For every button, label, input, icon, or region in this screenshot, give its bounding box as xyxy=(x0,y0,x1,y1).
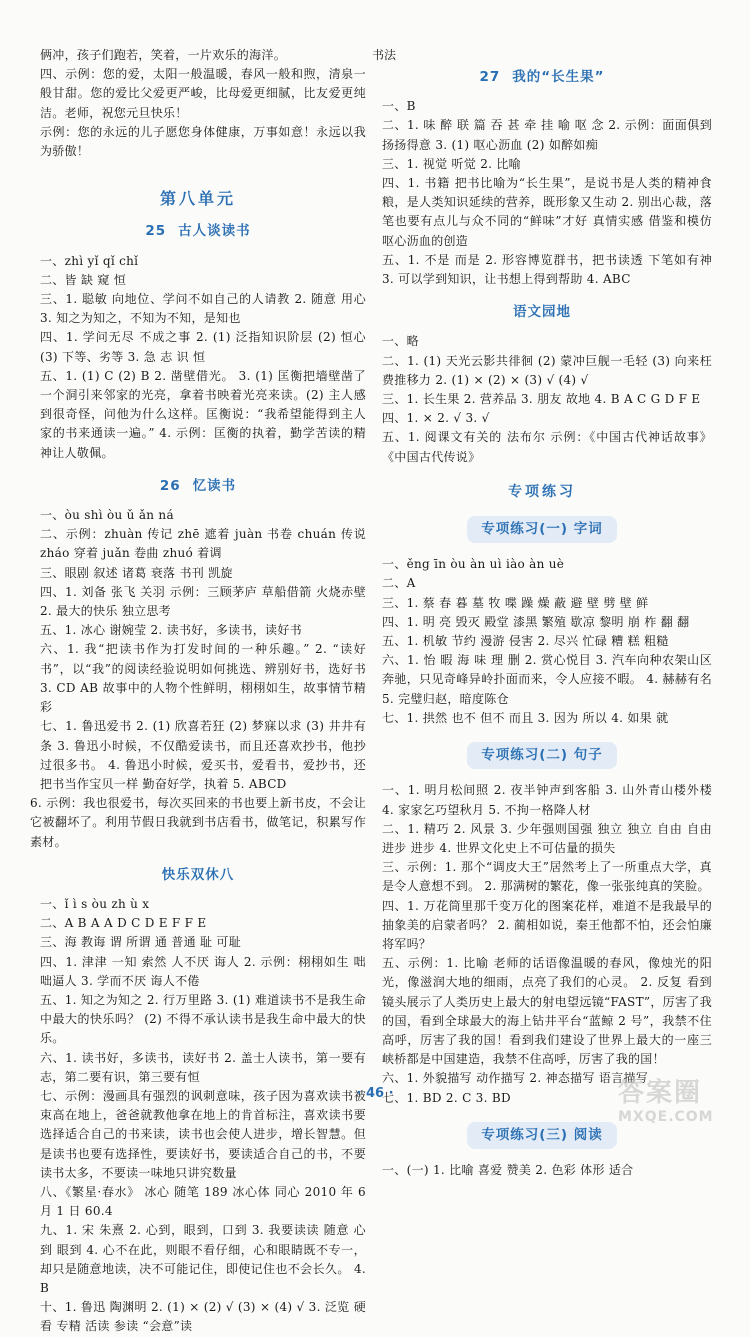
yuwen-line: 五、1. 阅课文有关的 法布尔 示例：《中国古代神话故事》《中国古代传说》 xyxy=(382,430,712,464)
lesson-26-line: 六、1. 我“把读书作为打发时间的一种乐趣。” 2. “读好书”，以“我”的阅读经验说明如何挑选、辨别好书，选好书 3. CD AB 故事中的人物个性鲜明，栩栩如生，故事情节精彩 xyxy=(40,642,366,715)
holiday-line: 七、示例：漫画具有强烈的讽刺意味，孩子因为喜欢读书被束高在地上，爸爸就教他拿在地上的肯首标注，喜欢读书要选择适合自己的书来读，读书也会使人进步，增长智慧。但是读书也要有选择性，要读好书，要读适合自己的书，不要读书太多，不要读一味地只讲究数量 xyxy=(40,1088,366,1180)
unit-title: 第八单元 xyxy=(159,189,236,209)
lesson-27-line: 五、1. 不是 而是 2. 形容博览群书，把书读透 下笔如有神 3. 可以学到知识，让书想上得到帮助 4. ABC xyxy=(382,252,712,287)
sp1-line: 六、1. 怡 暇 海 味 理 删 2. 赏心悦目 3. 汽车向种农架山区奔驰，只见奇峰异岭扑面而来，令人应接不暇。 4. 赫赫有名 5. 完璧归赵，暗度陈仓 xyxy=(382,653,712,706)
lesson-27-line: 四、1. 书籍 把书比喻为“长生果”，是说书是人类的精神食粮，是人类知识延续的营养，既形象又生动 2. 别出心裁，落笔也要有点儿与众不同的“鲜味”才好 真情实感 借鉴和模仿 呕心沥血的创造 xyxy=(382,176,712,248)
holiday-heading xyxy=(30,866,366,885)
lesson-26-line: 七、1. 鲁迅爱书 2. (1) 欣喜若狂 (2) 梦寐以求 (3) 井井有条 3. 鲁迅小时候，不仅酷爱读书，而且还喜欢抄书，他抄过很多书。 4. 鲁迅小时候，爱买书，爱看书，爱抄书，还把书当作宝贝一样 勤奋好学，执着 5. ABCD xyxy=(40,719,366,791)
intro-line-2: 四、示例：您的爱，太阳一般温暖，春风一般和煦，清泉一般甘甜。您的爱比父爱更严峻，比母爱更细腻，比友爱更纯洁。老师，祝您元旦快乐！ xyxy=(40,67,366,120)
holiday-line: 六、1. 读书好，多读书，读好书 2. 盖士人读书，第一要有志，第二要有识，第三要有恒 xyxy=(40,1050,366,1084)
sp1-line: 五、1. 机敏 节约 漫游 侵害 2. 尽兴 忙碌 糟 糕 粗糙 xyxy=(382,634,669,649)
holiday-line: 一、ǐ ì s òu zh ù x xyxy=(40,896,150,911)
lesson-27-line: 二、1. 味 醉 联 篇 吞 甚 牵 挂 喻 呕 念 2. 示例：面面俱到 扬扬得意 3. (1) 呕心沥血 (2) 如醉如痴 xyxy=(382,118,712,152)
lesson-26-title: 忆读书 xyxy=(192,477,237,494)
lesson-26-number: 26 xyxy=(159,477,181,494)
lesson-26-line: 6. 示例：我也很爱书，每次买回来的书也要上新书皮，不会让它被翻坏了。利用节假日我就到书店看书，做笔记，积累写作素材。 xyxy=(30,796,366,849)
left-column xyxy=(30,46,366,1337)
lesson-25-line: 一、zhì yǐ qǐ chǐ xyxy=(40,253,139,268)
lesson-25-title: 古人谈读书 xyxy=(178,223,251,240)
intro-line-1: 俩冲，孩子们跑若，笑着，一片欢乐的海洋。 xyxy=(40,48,287,62)
lesson-26-line: 三、眼剧 叙述 诸葛 衰落 书刊 凯旋 xyxy=(40,565,233,580)
lesson-25-line: 二、皆 缺 窥 恒 xyxy=(40,272,127,287)
page-number: · 46 · xyxy=(356,1086,394,1101)
holiday-line: 十、1. 鲁迅 陶渊明 2. (1) × (2) √ (3) × (4) √ 3. 泛览 硬看 专精 活读 参读 “会意”读 xyxy=(40,1300,366,1334)
lesson-27-line: 一、B xyxy=(382,99,416,114)
sp1-line: 三、1. 蔡 春 暮 墓 牧 喋 躁 燥 蔽 避 壁 劈 壁 鲜 xyxy=(382,595,649,610)
lesson-26-line: 二、示例：zhuàn 传记 zhē 遮着 juàn 书卷 chuán 传说 zháo 穿着 juǎn 卷曲 zhuó 着调 xyxy=(40,527,366,561)
holiday-line: 四、1. 津津 一知 索然 人不厌 诲人 2. 示例：栩栩如生 咄咄逼人 3. 学而不厌 诲人不倦 xyxy=(40,954,366,988)
sp1-line: 四、1. 明 亮 毁灭 殿堂 漆黑 繁殖 歇凉 黎明 崩 柞 翻 翻 xyxy=(382,614,690,629)
sp2-line: 一、1. 明月松间照 2. 夜半钟声到客船 3. 山外青山楼外楼 4. 家家乞巧望秋月 5. 不拘一格降人材 xyxy=(382,783,712,817)
yuwen-title: 语文园地 xyxy=(513,304,571,321)
lesson-25-line: 四、1. 学问无尽 不成之事 2. (1) 泛指知识阶层 (2) 恒心 (3) 下等、劣等 3. 急 志 识 恒 xyxy=(40,330,366,364)
lesson-27-number: 27 xyxy=(479,69,501,85)
sp2-line: 二、1. 精巧 2. 风景 3. 少年强则国强 独立 独立 自由 自由 进步 进步 4. 世界文化史上不可估量的损失 xyxy=(382,821,712,855)
intro-line-3: 示例：您的永远的儿子愿您身体健康，万事如意！永远以我为骄傲！ xyxy=(40,124,366,159)
lesson-25-line: 五、1. (1) C (2) B 2. 凿壁借光。 3. (1) 匡衡把墙壁凿了一个洞引来邻家的光亮，拿着书映着光亮来读。(2) 主人感到很奇怪，问他为什么这样。匡衡说：“我希望能得到主人家的书来通读一遍。” 4. 示例：匡衡的执着，勤学苦读的精神让人敬佩。 xyxy=(40,368,366,460)
sp2-line: 六、1. 外貌描写 动作描写 2. 神态描写 语言描写 xyxy=(382,1071,649,1086)
yuwen-heading xyxy=(372,303,712,322)
holiday-line: 五、1. 知之为知之 2. 行万里路 3. (1) 难道读书不是我生命中最大的快乐吗？ (2) 不得不承认读书是我生命中最大的快乐。 xyxy=(40,992,366,1046)
sp1-line: 一、ěng īn òu àn uì iào àn uè xyxy=(382,557,565,572)
lesson-26-heading xyxy=(30,477,366,496)
holiday-title: 快乐双休八 xyxy=(161,866,235,883)
sp3-line: 一、(一) 1. 比喻 喜爱 赞美 2. 色彩 体形 适合 xyxy=(382,1162,634,1177)
holiday-line: 二、A B A A D C D E F F E xyxy=(40,916,207,931)
watermark-sub: MXQE.COM xyxy=(618,1109,714,1125)
watermark-main: 答案圈 xyxy=(618,1078,703,1108)
lesson-27-heading xyxy=(372,68,712,87)
sp2-line: 三、示例：1. 那个“调皮大王”居然考上了一所重点大学，真是令人意想不到。 2. 那满树的繁花，像一张张纯真的笑脸。 xyxy=(382,860,712,894)
right-column xyxy=(372,56,712,1180)
lesson-25-line: 三、1. 聪敏 向地位、学问不如自己的人请教 2. 随意 用心 3. 知之为知之，不知为不知，是知也 xyxy=(40,292,366,326)
yuwen-line: 四、1. × 2. √ 3. √ xyxy=(382,411,490,426)
lesson-26-line: 一、òu shì òu ǔ ǎn ná xyxy=(40,508,174,523)
yuwen-line: 一、略 xyxy=(382,334,419,349)
special-practice-2-banner: 专项练习(二) 句子 xyxy=(467,742,617,769)
sp2-line: 五、示例：1. 比喻 老师的话语像温暖的春风，像烛光的阳光，像滋润大地的细雨，点亮了我们的心灵。 2. 反复 看到镜头展示了人类历史上最大的射电望远镜“FAST”，厉害了我的国，看到全球最大的海上钻井平台“蓝鲸 2 号”，我禁不住高呼，厉害了我的国！看到我们建设了世界上最大的一座三峡桥都是中国建造，我禁不住高呼，厉害了我的国！ xyxy=(382,956,712,1067)
sp1-line: 七、1. 拱然 也不 但不 而且 3. 因为 所以 4. 如果 就 xyxy=(382,710,669,725)
lesson-25-number: 25 xyxy=(145,223,167,240)
sp1-line: 二、A xyxy=(382,576,416,591)
sp2-line: 七、1. BD 2. C 3. BD xyxy=(382,1090,511,1105)
yuwen-line: 二、1. (1) 天光云影共徘徊 (2) 蒙冲巨舰一毛轻 (3) 向来枉费推移力 2. (1) × (2) × (3) √ (4) √ xyxy=(382,353,712,387)
watermark-logo xyxy=(618,1072,738,1125)
holiday-line: 三、海 教诲 谓 所谓 通 普通 耻 可耻 xyxy=(40,935,242,950)
holiday-line: 九、1. 宋 朱熹 2. 心到，眼到，口到 3. 我要读读 随意 心到 眼到 4. 心不在此，则眼不看仔细，心和眼睛既不专一，却只是随意地读，决不可能记住，即使记住也不会长久。 4. B xyxy=(40,1223,366,1295)
lesson-26-line: 四、1. 刘备 张飞 关羽 示例：三顾茅庐 草船借箭 火烧赤壁 2. 最大的快乐 独立思考 xyxy=(40,584,366,619)
lesson-27-line: 三、1. 视觉 听觉 2. 比喻 xyxy=(382,156,521,171)
yuwen-line: 三、1. 长生果 2. 营养品 3. 朋友 故地 4. B A C G D F E xyxy=(382,392,701,407)
right-top-note: 书法 xyxy=(372,48,397,62)
lesson-27-title: 我的“长生果” xyxy=(512,69,605,85)
lesson-25-heading xyxy=(30,222,366,241)
sp2-line: 四、1. 万花筒里那千变万化的图案花样，难道不是我最早的抽象美的启蒙者吗？ 2. 蔺相如说，秦王他都不怕，还会怕廉将军吗？ xyxy=(382,898,712,951)
lesson-26-line: 五、1. 冰心 谢婉莹 2. 读书好，多读书，读好书 xyxy=(40,623,302,638)
special-practice-1-banner: 专项练习(一) 字词 xyxy=(467,516,617,543)
special-practice-title: 专项练习 xyxy=(508,483,576,500)
special-practice-3-banner: 专项练习(三) 阅读 xyxy=(467,1122,617,1149)
holiday-line: 八、《繁星·春水》 冰心 随笔 189 冰心体 同心 2010 年 6 月 1 日 60.4 xyxy=(40,1184,366,1219)
